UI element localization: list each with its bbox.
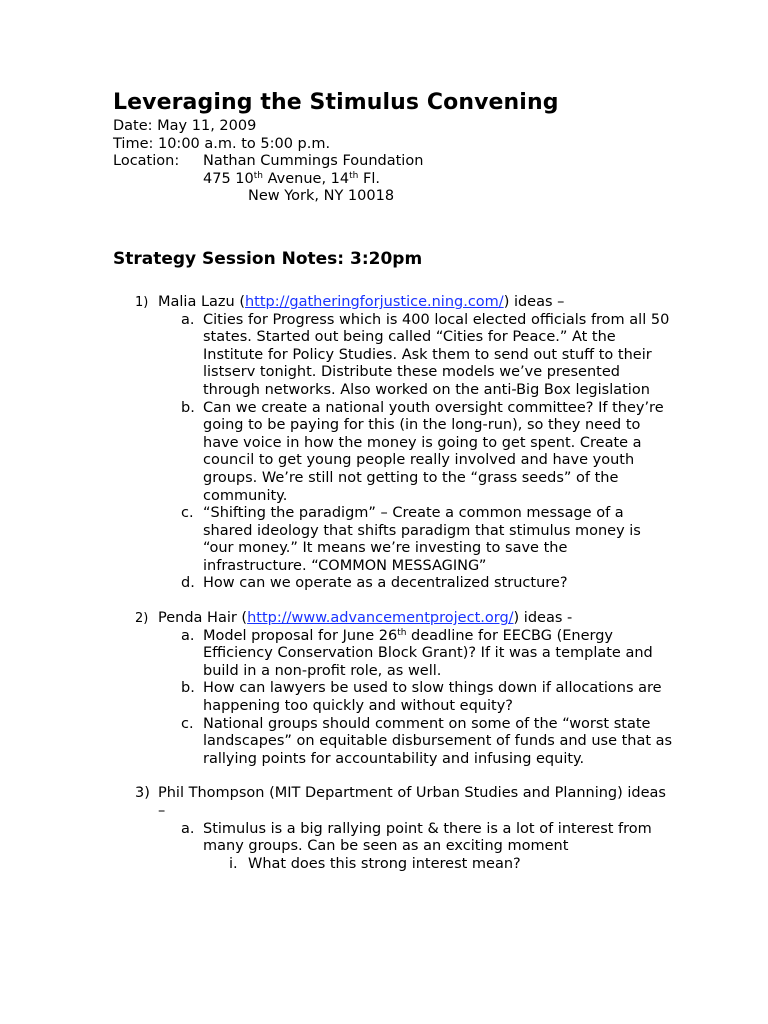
sub-item: a. Stimulus is a big rallying point & there is a lot of interest from many groups. Can be seen as an exciting moment (181, 820, 652, 855)
item-number: 3) (135, 785, 150, 802)
sub-sub-item: i. What does this strong interest mean? (229, 855, 521, 872)
sub-item: c. “Shifting the paradigm” – Create a common message of a shared ideology that shifts paradigm that stimulus money is “our money.” It means we’re investing to save the infrastructure. “COMMON MESSAGING” (181, 505, 641, 574)
sub-item: d. How can we operate as a decentralized structure? (181, 575, 568, 592)
item-number: 1) (135, 294, 149, 310)
item-heading: Phil Thompson (MIT Department of Urban Studies and Planning) ideas – (158, 785, 666, 819)
sub-item: b. Can we create a national youth oversight committee? If they’re going to be paying for this (in the long-run), so they need to have voice in how the money is going to get spent. Create a council to get young people really involved and have youth groups. We’re still not getting to the “grass seeds” of the community. (181, 399, 664, 504)
gatheringforjustice-link[interactable]: http://gatheringforjustice.ning.com/ (244, 293, 504, 310)
sub-item: b. How can lawyers be used to slow things down if allocations are happening too quickly and without equity? (181, 680, 662, 715)
meeting-location (113, 153, 673, 171)
sub-item: a. Model proposal for June 26th deadline for EECBG (Energy Efficiency Conservation Block Grant)? If it was a template and build in a non-profit role, as well. (181, 627, 653, 679)
item-heading: Penda Hair (http://www.advancementproject.org/) ideas - (158, 610, 573, 627)
location-line-1: Nathan Cummings Foundation (203, 153, 424, 170)
session-notes (113, 294, 673, 873)
meeting-details (113, 118, 673, 206)
document-title: Leveraging the Stimulus Convening (113, 90, 559, 115)
section-heading: Strategy Session Notes: 3:20pm (113, 248, 423, 269)
list-item (113, 294, 673, 593)
meeting-time: Time: 10:00 a.m. to 5:00 p.m. (113, 135, 331, 152)
list-item (113, 785, 673, 873)
list-item (113, 610, 673, 768)
meeting-date: Date: May 11, 2009 (113, 118, 257, 134)
sub-item: c. National groups should comment on some of the “worst state landscapes” on equitable disbursement of funds and use that as rallying points for accountability and infusing equity. (181, 715, 673, 767)
item-number: 2) (135, 611, 149, 627)
location-line-2: 475 10th Avenue, 14th Fl. (203, 170, 380, 187)
item-heading: Malia Lazu (http://gatheringforjustice.ning.com/) ideas – (158, 293, 565, 310)
document-page (113, 88, 673, 890)
sub-item: a. Cities for Progress which is 400 local elected officials from all 50 states. Started out being called “Cities for Peace.” At the Institute for Policy Studies. Ask them to send out stuff to their listserv tonight. Distribute these models we’ve presented through networks. Also worked on the anti-Big Box legislation (181, 311, 670, 398)
location-label: Location: (113, 153, 180, 170)
location-line-3: New York, NY 10018 (248, 188, 395, 205)
advancementproject-link[interactable]: http://www.advancementproject.org/ (247, 610, 514, 627)
